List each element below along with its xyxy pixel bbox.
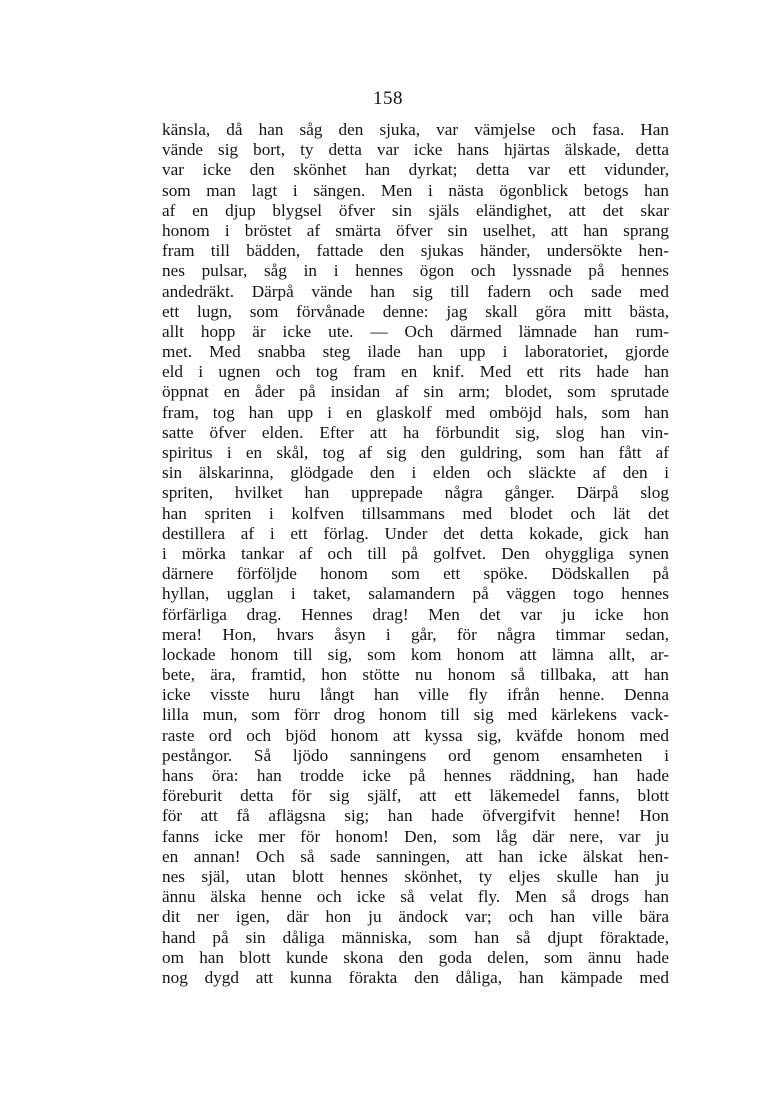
text-line: lilla mun, som förr drog honom till sig med kärlekens vack-: [162, 705, 669, 725]
text-line: öppnat en åder på insidan af sin arm; blodet, som sprutade: [162, 382, 669, 402]
text-line: han spriten i kolfven tillsammans med blodet och lät det: [162, 503, 669, 523]
text-line: spiritus i en skål, tog af sig den guldring, som han fått af: [162, 443, 669, 462]
text-line: icke visste huru långt han ville fly ifrån henne. Denna: [162, 685, 669, 705]
text-line: hans öra: han trodde icke på hennes räddning, han hade: [162, 766, 669, 785]
text-line: känsla, då han såg den sjuka, var vämjelse och fasa. Han: [162, 120, 669, 139]
text-line: hyllan, ugglan i taket, salamandern på väggen togo hennes: [162, 584, 669, 604]
text-line: met. Med snabba steg ilade han upp i laboratoriet, gjorde: [162, 342, 669, 362]
text-line: eld i ugnen och tog fram en knif. Med ett rits hade han: [162, 362, 669, 382]
text-line: lockade honom till sig, som kom honom att lämna allt, ar-: [162, 644, 669, 664]
text-line: pestångor. Så ljödo sanningens ord genom ensamheten i: [162, 745, 669, 765]
text-line: allt hopp är icke ute. — Och därmed lämnade han rum-: [162, 321, 669, 341]
text-line: därnere förföljde honom som ett spöke. Dödskallen på: [162, 564, 669, 584]
text-line: förfärliga drag. Hennes drag! Men det var ju icke hon: [162, 604, 669, 624]
text-line: spriten, hvilket han upprepade några gånger. Därpå slog: [162, 483, 669, 503]
text-line: i mörka tankar af och till på golfvet. Den ohyggliga synen: [162, 543, 669, 563]
text-line: dit ner igen, där hon ju ändock var; och han ville bära: [162, 907, 669, 927]
text-line: föreburit detta för sig själf, att ett läkemedel fanns, blott: [162, 786, 669, 806]
text-line: hand på sin dåliga människa, som han så djupt föraktade,: [162, 927, 669, 947]
text-line: en annan! Och så sade sanningen, att han icke älskat hen-: [162, 846, 669, 866]
text-line: fanns icke mer för honom! Den, som låg där nere, var ju: [162, 826, 669, 846]
text-line: andedräkt. Därpå vände han sig till fadern och sade med: [162, 281, 669, 301]
text-line: som man lagt i sängen. Men i nästa ögonblick betogs han: [162, 180, 669, 200]
text-line: ännu älska henne och icke så velat fly. Men så drogs han: [162, 887, 669, 907]
text-line: nes pulsar, såg in i hennes ögon och lyssnade på hennes: [162, 261, 669, 281]
text-line: satte öfver elden. Efter att ha förbundit sig, slog han vin-: [162, 422, 669, 442]
text-line: nog dygd att kunna förakta den dåliga, han kämpade med: [162, 967, 669, 987]
text-line: sin älskarinna, glödgade den i elden och släckte af den i: [162, 463, 669, 483]
text-line: vände sig bort, ty detta var icke hans hjärtas älskade, detta: [162, 140, 669, 160]
text-line: fram till bädden, fattade den sjukas händer, undersökte hen-: [162, 241, 669, 261]
text-line: ett lugn, som förvånade denne: jag skall göra mitt bästa,: [162, 301, 669, 321]
text-line: nes själ, utan blott hennes skönhet, ty eljes skulle han ju: [162, 866, 669, 886]
page-number: 158: [373, 88, 403, 109]
text-line: mera! Hon, hvars åsyn i går, för några timmar sedan,: [162, 624, 669, 644]
text-line: om han blott kunde skona den goda delen, som ännu hade: [162, 947, 669, 967]
text-line: destillera af i ett förlag. Under det detta kokade, gick han: [162, 523, 669, 543]
text-line: bete, ära, framtid, hon stötte nu honom så tillbaka, att han: [162, 665, 669, 685]
text-line: af en djup blygsel öfver sin själs eländighet, att det skar: [162, 200, 669, 220]
text-line: var icke den skönhet han dyrkat; detta var ett vidunder,: [162, 160, 669, 180]
text-line: raste ord och bjöd honom att kyssa sig, kväfde honom med: [162, 725, 669, 745]
text-line: honom i bröstet af smärta öfver sin uselhet, att han sprang: [162, 220, 669, 240]
text-line: fram, tog han upp i en glaskolf med omböjd hals, som han: [162, 402, 669, 422]
text-line: för att få aflägsna sig; han hade öfvergifvit henne! Hon: [162, 806, 669, 826]
body-text: [162, 120, 669, 988]
